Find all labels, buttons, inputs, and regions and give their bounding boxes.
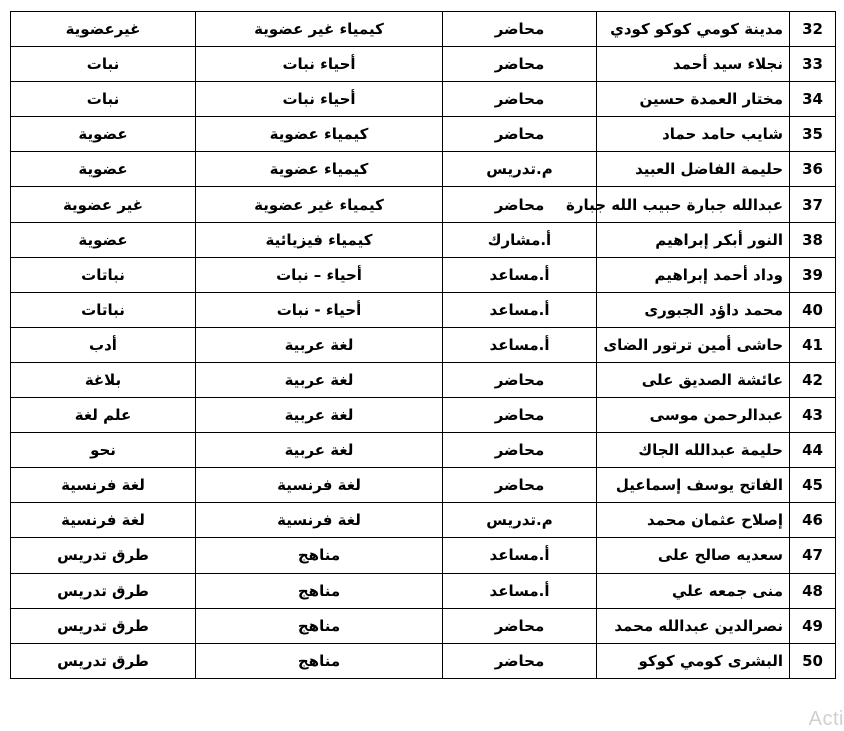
- department-cell: لغة فرنسية: [196, 503, 443, 538]
- staff-name-cell: وداد أحمد إبراهيم: [597, 257, 790, 292]
- academic-rank-cell: محاضر: [443, 12, 597, 47]
- row-number-cell: 50: [790, 643, 836, 678]
- department-cell: أحياء - نبات: [196, 292, 443, 327]
- row-number-cell: 49: [790, 608, 836, 643]
- specialization-cell: لغة فرنسية: [11, 503, 196, 538]
- department-cell: كيمياء فيزيائية: [196, 222, 443, 257]
- department-cell: أحياء – نبات: [196, 257, 443, 292]
- row-number-cell: 43: [790, 398, 836, 433]
- staff-name-cell: نصرالدين عبدالله محمد: [597, 608, 790, 643]
- row-number-cell: 46: [790, 503, 836, 538]
- table-row: [11, 468, 836, 503]
- department-cell: مناهج: [196, 538, 443, 573]
- department-cell: لغة عربية: [196, 433, 443, 468]
- staff-name-cell: شايب حامد حماد: [597, 117, 790, 152]
- row-number-cell: 37: [790, 187, 836, 222]
- department-cell: أحياء نبات: [196, 47, 443, 82]
- table-row: [11, 643, 836, 678]
- specialization-cell: علم لغة: [11, 398, 196, 433]
- staff-name-cell: عبدالرحمن موسى: [597, 398, 790, 433]
- specialization-cell: عضوية: [11, 152, 196, 187]
- table-row: [11, 327, 836, 362]
- staff-name-cell: محمد داؤد الجبورى: [597, 292, 790, 327]
- row-number-cell: 48: [790, 573, 836, 608]
- row-number-cell: 40: [790, 292, 836, 327]
- staff-name-cell: مدينة كومي كوكو كودي: [597, 12, 790, 47]
- department-cell: كيمياء غير عضوية: [196, 12, 443, 47]
- table-row: [11, 538, 836, 573]
- row-number-cell: 45: [790, 468, 836, 503]
- specialization-cell: لغة فرنسية: [11, 468, 196, 503]
- specialization-cell: نباتات: [11, 257, 196, 292]
- department-cell: لغة عربية: [196, 327, 443, 362]
- specialization-cell: عضوية: [11, 222, 196, 257]
- academic-rank-cell: محاضر: [443, 468, 597, 503]
- row-number-cell: 42: [790, 362, 836, 397]
- specialization-cell: نحو: [11, 433, 196, 468]
- staff-name-cell: مختار العمدة حسين: [597, 82, 790, 117]
- academic-rank-cell: م.تدريس: [443, 152, 597, 187]
- row-number-cell: 33: [790, 47, 836, 82]
- staff-name-cell: حليمة الفاضل العبيد: [597, 152, 790, 187]
- academic-rank-cell: محاضر: [443, 47, 597, 82]
- table-row: [11, 152, 836, 187]
- department-cell: كيمياء غير عضوية: [196, 187, 443, 222]
- staff-name-cell: عبدالله جبارة حبيب الله جبارة: [597, 187, 790, 222]
- academic-rank-cell: أ.مشارك: [443, 222, 597, 257]
- staff-name-cell: منى جمعه علي: [597, 573, 790, 608]
- specialization-cell: طرق تدريس: [11, 608, 196, 643]
- specialization-cell: نبات: [11, 82, 196, 117]
- department-cell: مناهج: [196, 643, 443, 678]
- row-number-cell: 38: [790, 222, 836, 257]
- row-number-cell: 35: [790, 117, 836, 152]
- academic-rank-cell: أ.مساعد: [443, 573, 597, 608]
- academic-rank-cell: أ.مساعد: [443, 292, 597, 327]
- row-number-cell: 39: [790, 257, 836, 292]
- staff-name-cell: عائشة الصديق على: [597, 362, 790, 397]
- staff-name-cell: حليمة عبدالله الجاك: [597, 433, 790, 468]
- academic-rank-cell: م.تدريس: [443, 503, 597, 538]
- table-row: [11, 222, 836, 257]
- specialization-cell: طرق تدريس: [11, 643, 196, 678]
- table-row: [11, 362, 836, 397]
- specialization-cell: غير عضوية: [11, 187, 196, 222]
- activation-watermark: Acti: [808, 708, 844, 730]
- academic-rank-cell: محاضر: [443, 643, 597, 678]
- staff-name-cell: البشرى كومي كوكو: [597, 643, 790, 678]
- table-row: [11, 292, 836, 327]
- specialization-cell: نبات: [11, 47, 196, 82]
- staff-table-body: [11, 12, 836, 679]
- table-row: [11, 398, 836, 433]
- specialization-cell: نباتات: [11, 292, 196, 327]
- table-row: [11, 47, 836, 82]
- department-cell: مناهج: [196, 573, 443, 608]
- academic-rank-cell: محاضر: [443, 398, 597, 433]
- academic-rank-cell: محاضر: [443, 117, 597, 152]
- staff-name-cell: إصلاح عثمان محمد: [597, 503, 790, 538]
- specialization-cell: أدب: [11, 327, 196, 362]
- staff-name-cell: حاشى أمين ترتور الضاى: [597, 327, 790, 362]
- table-row: [11, 117, 836, 152]
- table-row: [11, 187, 836, 222]
- specialization-cell: طرق تدريس: [11, 573, 196, 608]
- table-row: [11, 503, 836, 538]
- academic-rank-cell: محاضر: [443, 433, 597, 468]
- row-number-cell: 34: [790, 82, 836, 117]
- department-cell: لغة عربية: [196, 398, 443, 433]
- department-cell: مناهج: [196, 608, 443, 643]
- row-number-cell: 32: [790, 12, 836, 47]
- academic-rank-cell: محاضر: [443, 187, 597, 222]
- department-cell: كيمياء عضوية: [196, 152, 443, 187]
- department-cell: لغة عربية: [196, 362, 443, 397]
- academic-rank-cell: محاضر: [443, 82, 597, 117]
- specialization-cell: طرق تدريس: [11, 538, 196, 573]
- staff-table: [10, 11, 836, 679]
- department-cell: لغة فرنسية: [196, 468, 443, 503]
- row-number-cell: 41: [790, 327, 836, 362]
- department-cell: أحياء نبات: [196, 82, 443, 117]
- row-number-cell: 44: [790, 433, 836, 468]
- row-number-cell: 47: [790, 538, 836, 573]
- table-row: [11, 257, 836, 292]
- staff-name-cell: الفاتح يوسف إسماعيل: [597, 468, 790, 503]
- table-row: [11, 573, 836, 608]
- staff-name-cell: النور أبكر إبراهيم: [597, 222, 790, 257]
- specialization-cell: بلاغة: [11, 362, 196, 397]
- academic-rank-cell: محاضر: [443, 362, 597, 397]
- table-row: [11, 12, 836, 47]
- academic-rank-cell: محاضر: [443, 608, 597, 643]
- table-row: [11, 608, 836, 643]
- academic-rank-cell: أ.مساعد: [443, 538, 597, 573]
- staff-name-cell: سعديه صالح على: [597, 538, 790, 573]
- table-row: [11, 82, 836, 117]
- row-number-cell: 36: [790, 152, 836, 187]
- table-row: [11, 433, 836, 468]
- academic-rank-cell: أ.مساعد: [443, 327, 597, 362]
- specialization-cell: عضوية: [11, 117, 196, 152]
- staff-name-cell: نجلاء سيد أحمد: [597, 47, 790, 82]
- academic-rank-cell: أ.مساعد: [443, 257, 597, 292]
- department-cell: كيمياء عضوية: [196, 117, 443, 152]
- specialization-cell: غيرعضوية: [11, 12, 196, 47]
